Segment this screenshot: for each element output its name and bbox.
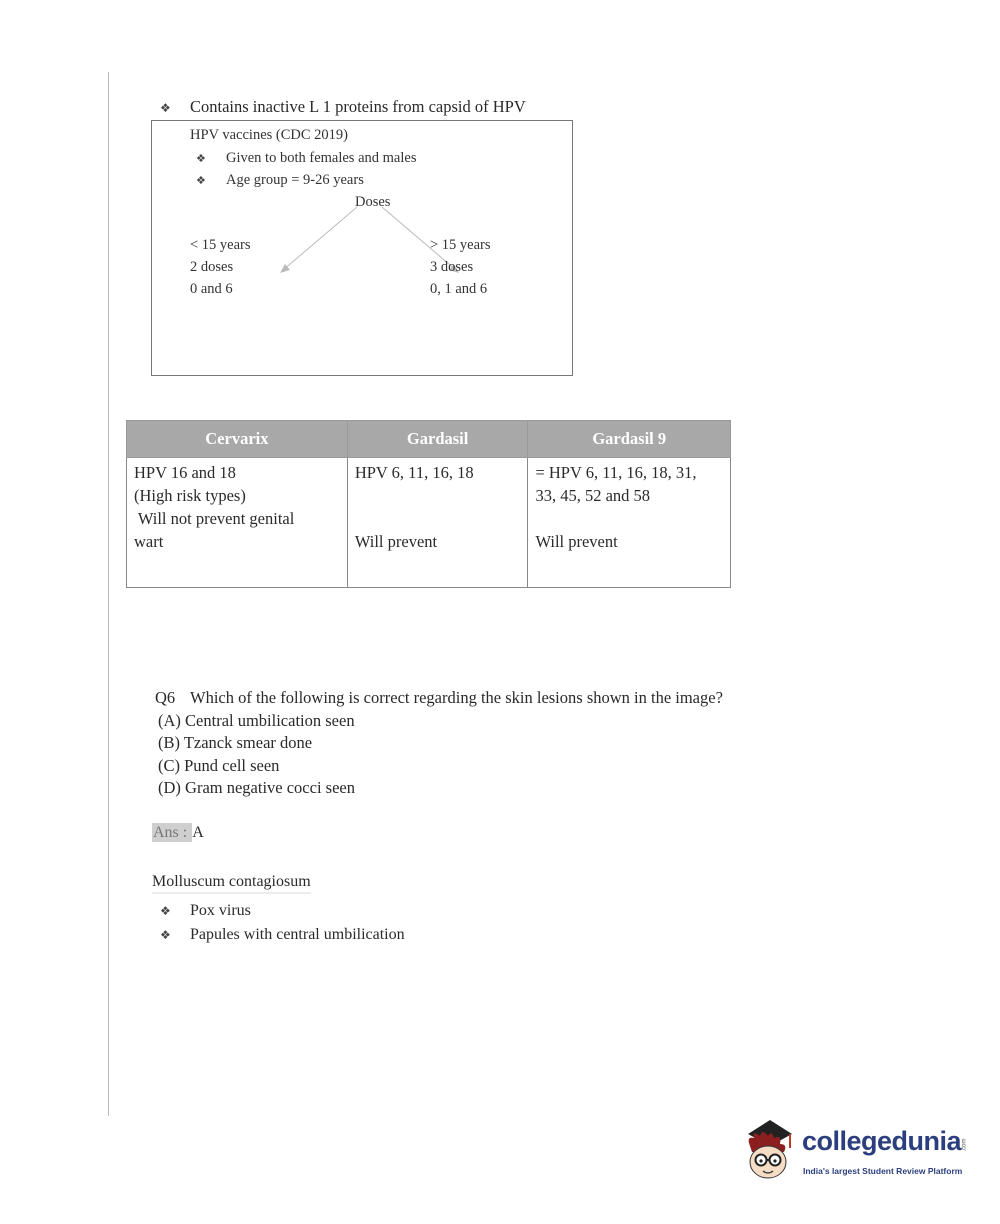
option-d: (D) Gram negative cocci seen [158, 778, 355, 797]
answer-line [152, 824, 204, 842]
header-gardasil: Gardasil [347, 421, 528, 458]
diamond-bullet-icon: ❖ [160, 101, 171, 115]
cell-cervarix: HPV 16 and 18 (High risk types) Will not prevent genital wart [127, 458, 348, 588]
diamond-bullet-icon: ❖ [196, 152, 206, 165]
mascot-icon [740, 1118, 802, 1188]
option-b: (B) Tzanck smear done [158, 733, 313, 752]
question-stem [155, 687, 723, 710]
question-text: Which of the following is correct regarding the skin lesions shown in the image? [190, 688, 723, 707]
explanation-bullet: ❖ Pox virus [160, 902, 251, 919]
answer-value: A [192, 824, 204, 841]
explanation-bullet: ❖ Papules with central umbilication [160, 926, 405, 943]
header-cervarix: Cervarix [127, 421, 348, 458]
explanation-topic: Molluscum contagiosum [152, 873, 311, 894]
right-doses: 3 doses [430, 259, 474, 275]
box-bullet-gender: ❖ Given to both females and males [196, 150, 417, 166]
diamond-bullet-icon: ❖ [160, 904, 171, 918]
capsid-bullet-text: Contains inactive L 1 proteins from capsid of HPV [190, 97, 526, 116]
right-age: > 15 years [430, 237, 491, 253]
right-schedule: 0, 1 and 6 [430, 281, 488, 297]
answer-label: Ans : [153, 824, 192, 841]
vaccine-comparison-table [126, 420, 731, 588]
table-header-row [127, 421, 731, 458]
page-margin-rule [108, 72, 109, 1116]
box-bullet-age: ❖ Age group = 9-26 years [196, 172, 364, 188]
brand-tagline: India's largest Student Review Platform [803, 1166, 963, 1176]
option-c: (C) Pund cell seen [158, 755, 280, 775]
arrow-left-line [282, 207, 357, 271]
cell-gardasil: HPV 6, 11, 16, 18 Will prevent [347, 458, 528, 588]
left-age: < 15 years [190, 237, 251, 253]
collegedunia-logo [740, 1118, 970, 1188]
question-number: Q6 [155, 688, 176, 707]
box-title: HPV vaccines (CDC 2019) [190, 127, 349, 143]
table-row [127, 458, 731, 588]
diamond-bullet-icon: ❖ [196, 174, 206, 187]
capsid-bullet [160, 97, 526, 117]
cell-gardasil-9: = HPV 6, 11, 16, 18, 31, 33, 45, 52 and 58 Will prevent [528, 458, 731, 588]
header-gardasil-9: Gardasil 9 [528, 421, 731, 458]
question-block [155, 687, 723, 800]
left-doses: 2 doses [190, 259, 234, 275]
option-a: (A) Central umbilication seen [158, 710, 355, 730]
brand-name: collegedunia [802, 1126, 962, 1156]
doses-label: Doses [355, 194, 391, 210]
brand-suffix: .com [961, 1138, 968, 1152]
diamond-bullet-icon: ❖ [160, 928, 171, 942]
left-schedule: 0 and 6 [190, 281, 233, 297]
hpv-vaccine-box [151, 120, 573, 376]
